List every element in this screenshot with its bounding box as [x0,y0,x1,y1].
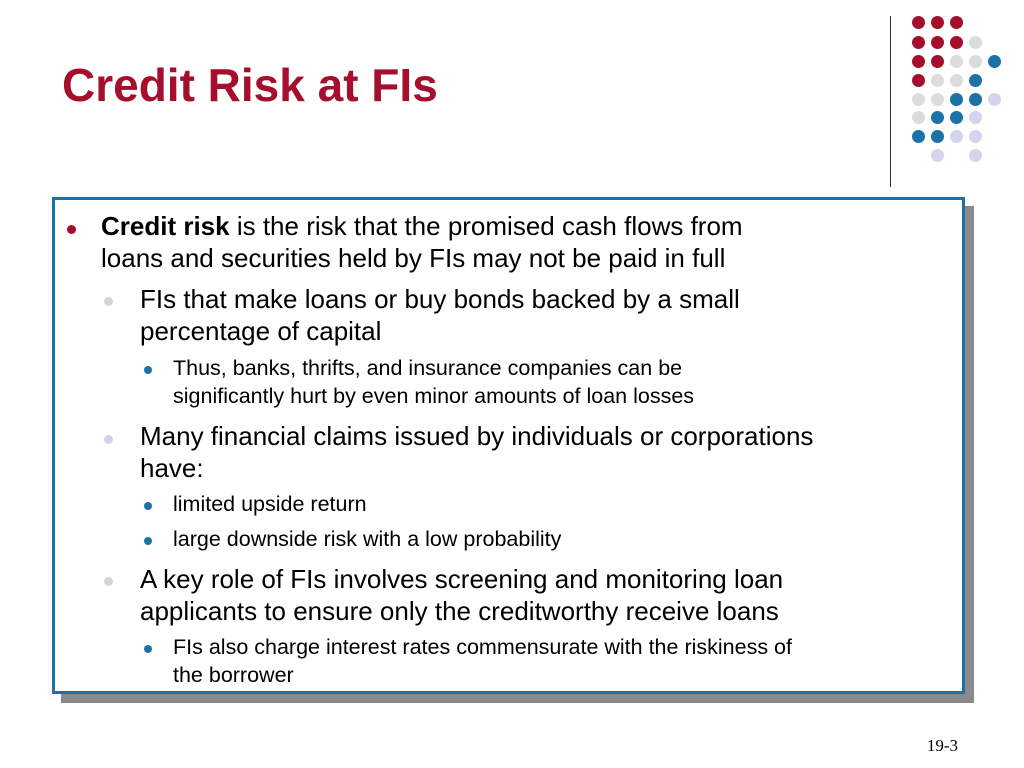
dot [969,149,982,162]
dot [969,36,982,49]
dot [950,130,963,143]
bullet-text-line: have: [140,453,204,483]
dot [950,16,963,29]
dot [912,55,925,68]
bullet-text-line: percentage of capital [140,316,382,346]
dot [931,111,944,124]
bullet-icon [104,435,113,444]
bullet-text-credit-risk [101,210,743,242]
credit-risk-definition: is the risk that the promised cash flows from [229,211,743,241]
bullet-text-line: large downside risk with a low probability [173,527,562,551]
bullet-text-line: the borrower [173,663,294,687]
bullet-text-line: significantly hurt by even minor amounts of loan losses [173,384,695,408]
content-box [52,197,965,694]
bullet-icon [144,537,152,545]
bullet-icon [67,225,76,234]
bullet-text-line: limited upside return [173,492,367,516]
page-number: 19-3 [926,736,958,755]
dot [931,93,944,106]
dot [912,74,925,87]
bullet-icon [144,366,152,374]
decorative-dot-grid [0,0,1024,170]
dot [931,149,944,162]
bullet-icon [104,297,113,306]
bullet-text-line: A key role of FIs involves screening and monitoring loan [140,564,784,594]
dot [912,111,925,124]
bullet-text-line: FIs that make loans or buy bonds backed by a small [140,284,740,314]
dot [931,36,944,49]
bullet-icon [144,645,152,653]
dot [912,93,925,106]
dot [931,16,944,29]
dot [931,74,944,87]
bullet-text-line: FIs also charge interest rates commensurate with the riskiness of [173,635,792,659]
dot [969,74,982,87]
term-credit-risk: Credit risk [101,211,230,241]
dot [950,93,963,106]
dot [969,111,982,124]
dot [969,93,982,106]
dot [950,74,963,87]
dot [912,130,925,143]
dot [988,93,1001,106]
dot [950,55,963,68]
bullet-text-line: loans and securities held by FIs may not be paid in full [101,243,726,273]
slide-title: Credit Risk at FIs [62,59,438,111]
bullet-text-line: Many financial claims issued by individuals or corporations [140,421,814,451]
dot [969,130,982,143]
vertical-divider [890,16,891,187]
dot [950,111,963,124]
bullet-icon [144,502,152,510]
bullet-text-line: Thus, banks, thrifts, and insurance companies can be [173,356,683,380]
bullet-icon [104,577,113,586]
dot [931,55,944,68]
dot [950,36,963,49]
dot [988,55,1001,68]
dot [931,130,944,143]
dot [912,36,925,49]
dot [969,55,982,68]
dot [912,16,925,29]
bullet-text-line: applicants to ensure only the creditworthy receive loans [140,596,779,626]
